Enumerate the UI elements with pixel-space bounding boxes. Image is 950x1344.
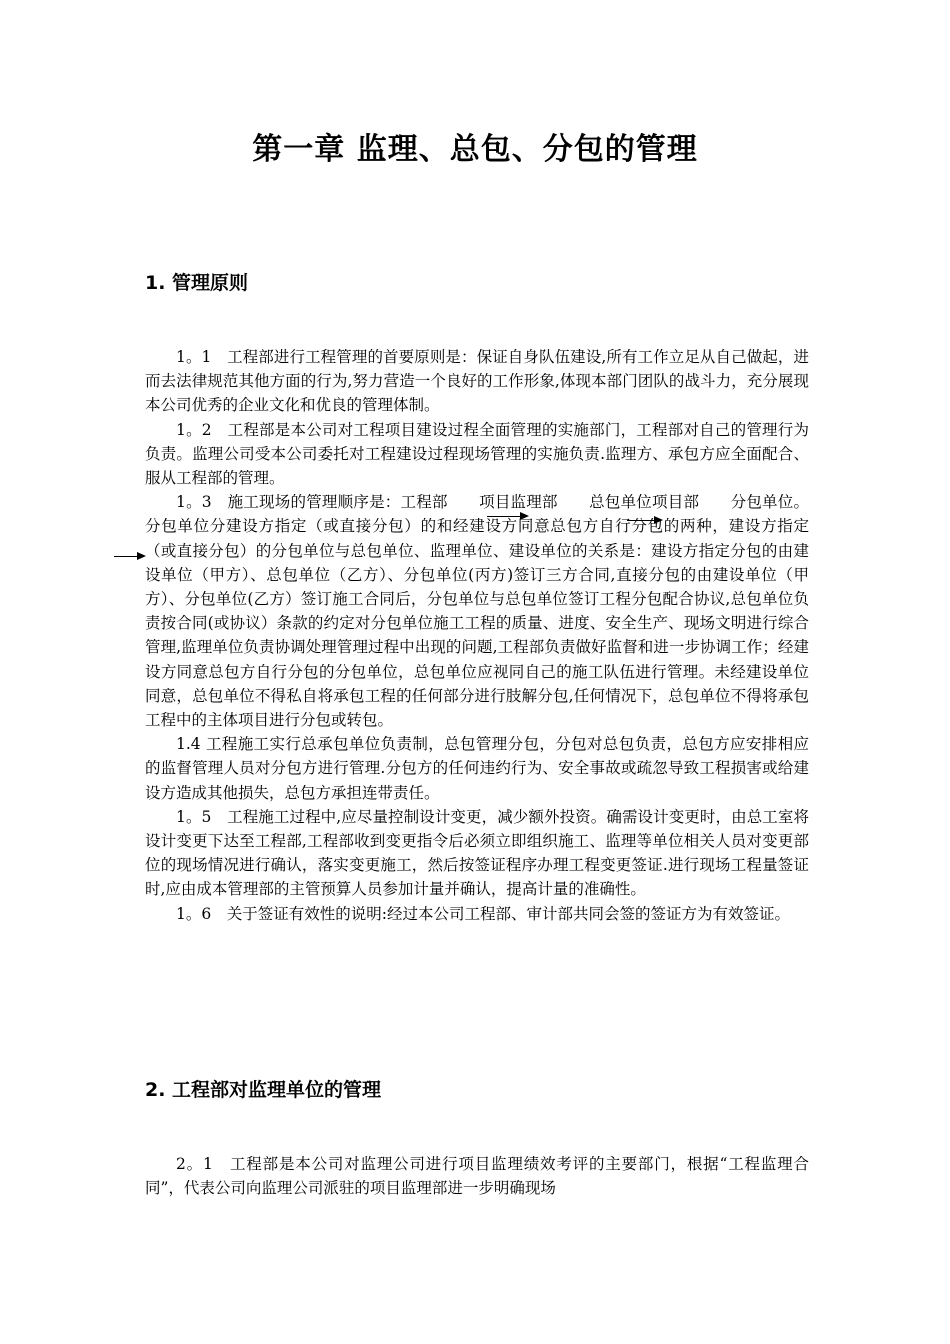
chapter-title: 第一章 监理、总包、分包的管理 bbox=[252, 132, 698, 167]
section-2-body bbox=[145, 1152, 809, 1200]
flow-arrow bbox=[627, 520, 661, 521]
paragraph-1-2: 1。2 工程部是本公司对工程项目建设过程全面管理的实施部门，工程部对自己的管理行为负责。监理公司受本公司委托对工程建设过程现场管理的实施负责.监理方、承包方应全面配合、服从工程部的管理。 bbox=[145, 420, 809, 488]
section-1-heading: 1. 管理原则 bbox=[145, 272, 249, 294]
paragraph-1-5: 1。5 工程施工过程中,应尽量控制设计变更，减少额外投资。确需设计变更时，由总工室将设计变更下达至工程部,工程部收到变更指令后必须立即组织施工、监理等单位相关人员对变更部位的现场情况进行确认，落实变更施工，然后按签证程序办理工程变更签证.进行现场工程量签证时,应由成本管理部的主管预算人员参加计量并确认，提高计量的准确性。 bbox=[145, 807, 809, 899]
paragraph-2-1: 2。1 工程部是本公司对监理公司进行项目监理绩效考评的主要部门，根据“工程监理合同”，代表公司向监理公司派驻的项目监理部进一步明确现场 bbox=[145, 1155, 809, 1198]
paragraph-1-1: 1。1 工程部进行工程管理的首要原则是：保证自身队伍建设,所有工作立足从自己做起，进而去法律规范其他方面的行为,努力营造一个良好的工作形象,体现本部门团队的战斗力，充分展现本公司优秀的企业文化和优良的管理体制。 bbox=[145, 348, 809, 415]
flow-arrow bbox=[487, 516, 527, 517]
section-2-heading: 2. 工程部对监理单位的管理 bbox=[145, 1079, 382, 1101]
flow-arrow bbox=[114, 556, 144, 557]
paragraph-1-6: 1。6 关于签证有效性的说明:经过本公司工程部、审计部共同会签的签证方为有效签证。 bbox=[176, 904, 790, 923]
paragraph-1-3: 1。3 施工现场的管理顺序是：工程部 项目监理部 总包单位项目部 分包单位。分包单位分建设方指定（或直接分包）的和经建设方同意总包方自行分包的两种，建设方指定（或直接分包）的分包单位与总包单位、监理单位、建设单位的关系是：建设方指定分包的由建设单位（甲方）、总包单位（乙方）、分包单位(丙方)签订三方合同,直接分包的由建设单位（甲方）、分包单位(乙方）签订施工合同后，分包单位与总包单位签订工程分包配合协议,总包单位负责按合同(或协议）条款的约定对分包单位施工工程的质量、进度、安全生产、现场文明进行综合管理,监理单位负责协调处理管理过程中出现的问题,工程部负责做好监督和进一步协调工作；经建设方同意总包方自行分包的分包单位，总包单位应视同自己的施工队伍进行管理。未经建设单位同意，总包单位不得私自将承包工程的任何部分进行肢解分包,任何情况下，总包单位不得将承包工程中的主体项目进行分包或转包。 bbox=[145, 493, 809, 730]
section-1-body bbox=[145, 345, 809, 926]
paragraph-1-4: 1.4 工程施工实行总承包单位负责制，总包管理分包，分包对总包负责，总包方应安排相应的监督管理人员对分包方进行管理.分包方的任何违约行为、安全事故或疏忽导致工程损害或给建设方造成其他损失，总包方承担连带责任。 bbox=[145, 735, 809, 802]
